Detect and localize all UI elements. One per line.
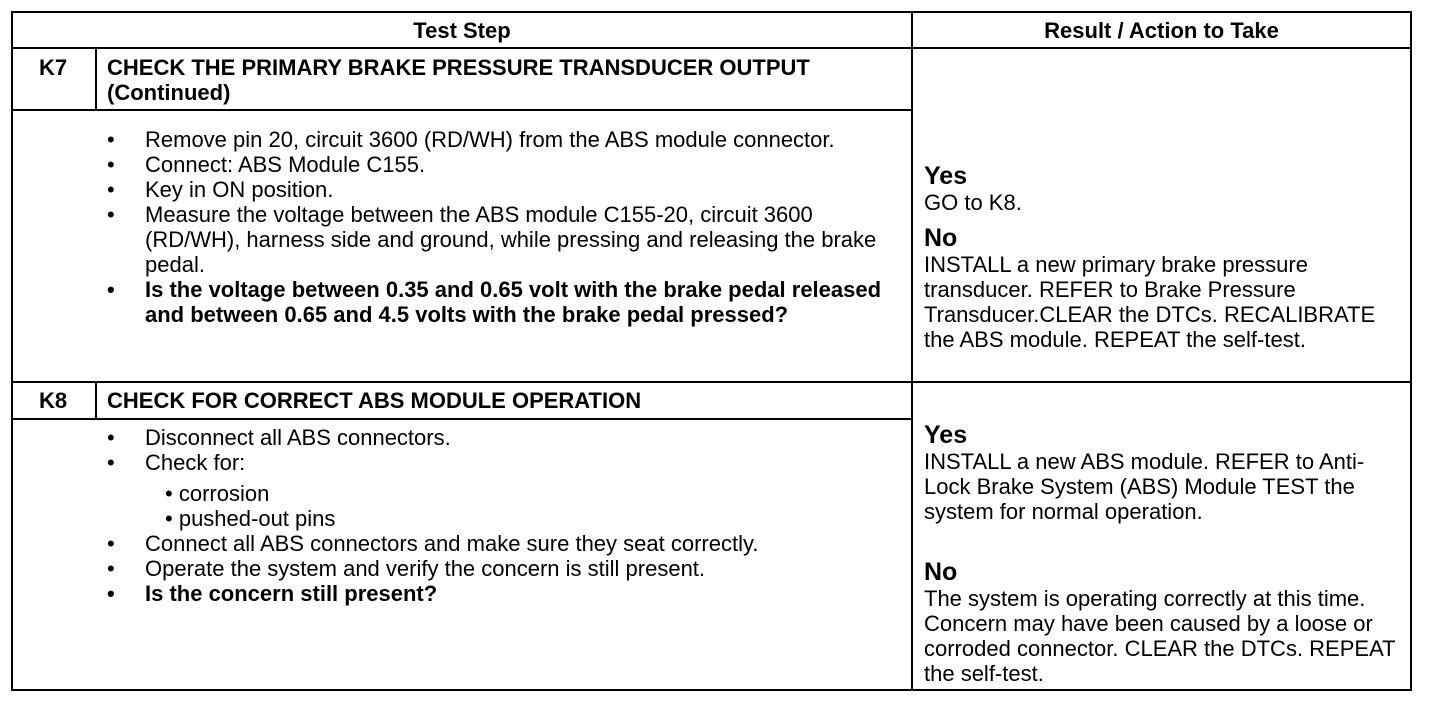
bullet-icon: • <box>107 202 115 227</box>
question-item: • Is the voltage between 0.35 and 0.65 volt with the brake pedal released and between 0.65 and 4.5 volts with the brake pedal pressed? <box>107 277 882 327</box>
step-body-k8 <box>107 425 897 606</box>
list-item: • Connect all ABS connectors and make sure they seat correctly. <box>107 531 759 556</box>
result-k8 <box>924 422 1404 686</box>
step-divider <box>13 381 1410 383</box>
no-label: No <box>924 224 958 252</box>
sub-list-item: • corrosion <box>165 481 270 506</box>
yes-action: GO to K8. <box>924 190 1022 215</box>
question-item: • Is the concern still present? <box>107 581 438 606</box>
result-k7 <box>924 163 1404 352</box>
yes-label: Yes <box>924 421 968 449</box>
column-divider <box>911 13 913 689</box>
header-divider <box>13 47 1410 49</box>
no-label: No <box>924 558 958 586</box>
bullet-icon: • <box>107 277 115 302</box>
list-item: • Remove pin 20, circuit 3600 (RD/WH) from the ABS module connector. <box>107 127 835 152</box>
bullet-icon: • <box>107 127 115 152</box>
diagnostic-table <box>11 11 1412 691</box>
header-test-step: Test Step <box>413 18 511 43</box>
bullet-icon: • <box>107 177 115 202</box>
yes-label: Yes <box>924 162 968 190</box>
k7-title-divider <box>13 109 911 111</box>
list-item: • Connect: ABS Module C155. <box>107 152 426 177</box>
step-title-k7: CHECK THE PRIMARY BRAKE PRESSURE TRANSDUCER OUTPUT (Continued) <box>107 55 810 105</box>
k7-id-divider <box>95 47 97 109</box>
no-action: INSTALL a new primary brake pressure transducer. REFER to Brake Pressure Transducer.CLEAR the DTCs. RECALIBRATE the ABS module. REPEAT the self-test. <box>924 252 1376 352</box>
list-item: • Measure the voltage between the ABS module C155-20, circuit 3600 (RD/WH), harness side and ground, while pressing and releasing the brake pedal. <box>107 202 877 277</box>
header-result-action: Result / Action to Take <box>1044 18 1279 43</box>
bullet-icon: • <box>165 481 173 506</box>
list-item: • Disconnect all ABS connectors. <box>107 425 451 450</box>
bullet-icon: • <box>107 425 115 450</box>
step-body-k7 <box>107 127 897 327</box>
list-item: • Check for: • corrosion • pushed-out pins <box>107 450 897 531</box>
bullet-icon: • <box>165 506 173 531</box>
k8-id-divider <box>95 381 97 418</box>
step-id-k7: K7 <box>38 55 68 80</box>
step-title-k8: CHECK FOR CORRECT ABS MODULE OPERATION <box>107 388 642 413</box>
bullet-icon: • <box>107 152 115 177</box>
bullet-icon: • <box>107 556 115 581</box>
yes-action: INSTALL a new ABS module. REFER to Anti-Lock Brake System (ABS) Module TEST the system for normal operation. <box>924 449 1365 524</box>
step-id-k8: K8 <box>38 388 68 413</box>
k8-title-divider <box>13 418 911 420</box>
bullet-icon: • <box>107 581 115 606</box>
sub-list-item: • pushed-out pins <box>165 506 336 531</box>
bullet-icon: • <box>107 531 115 556</box>
no-action: The system is operating correctly at this time. Concern may have been caused by a loose or corroded connector. CLEAR the DTCs. REPEAT the self-test. <box>924 586 1396 686</box>
list-item: • Operate the system and verify the concern is still present. <box>107 556 706 581</box>
list-item: • Key in ON position. <box>107 177 334 202</box>
bullet-icon: • <box>107 450 115 475</box>
